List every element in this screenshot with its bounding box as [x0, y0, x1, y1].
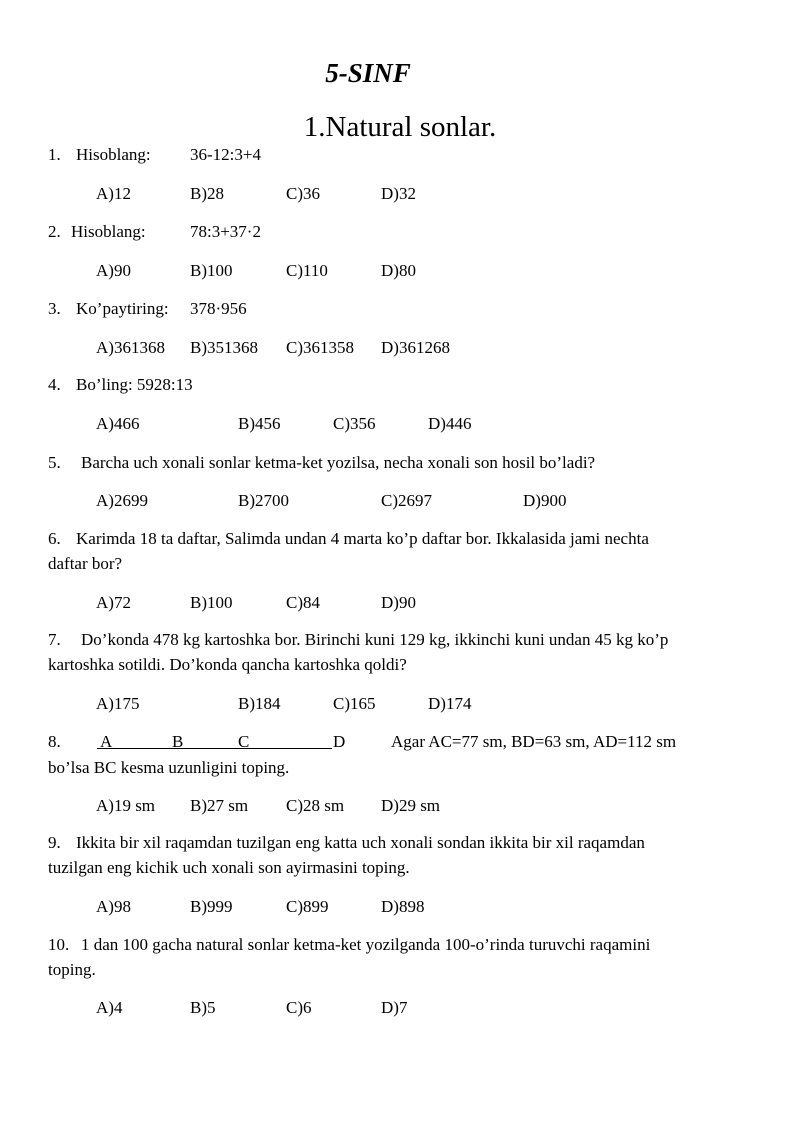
question-number: 4. — [48, 375, 61, 394]
option-c: C)899 — [286, 897, 329, 916]
option-d: D)898 — [381, 897, 425, 916]
question-text: Bo’ling: 5928:13 — [76, 375, 193, 394]
question-number: 10. — [48, 935, 70, 954]
option-a: A)466 — [96, 414, 140, 433]
option-a: A)12 — [96, 184, 131, 203]
option-d: D)29 sm — [381, 796, 441, 815]
page-grade-title: 5-SINF — [325, 58, 411, 88]
option-b: B)456 — [238, 414, 281, 433]
question-text: Hisoblang: — [76, 145, 151, 164]
question-text: Do’konda 478 kg kartoshka bor. Birinchi kuni 129 kg, ikkinchi kuni undan 45 kg ko’p — [81, 630, 669, 649]
option-d: D)174 — [428, 694, 472, 713]
option-a: A)19 sm — [96, 796, 156, 815]
page-topic-title: 1.Natural sonlar. — [303, 111, 497, 143]
question-text: Barcha uch xonali sonlar ketma-ket yozilsa, necha xonali son hosil bo’ladi? — [81, 453, 596, 472]
question-text-continued: bo’lsa BC kesma uzunligini toping. — [48, 758, 290, 777]
option-b: B)999 — [190, 897, 233, 916]
segment-line — [97, 748, 332, 749]
option-a: A)361368 — [96, 338, 165, 357]
option-d: D)900 — [523, 491, 567, 510]
question-expression: 36-12:3+4 — [190, 145, 261, 164]
option-c: C)28 sm — [286, 796, 345, 815]
option-b: B)5 — [190, 998, 216, 1017]
option-b: B)27 sm — [190, 796, 249, 815]
option-d: D)446 — [428, 414, 472, 433]
question-text: Karimda 18 ta daftar, Salimda undan 4 marta ko’p daftar bor. Ikkalasida jami nechta — [76, 529, 649, 548]
option-d: D)80 — [381, 261, 416, 280]
option-c: C)6 — [286, 998, 312, 1017]
question-number: 5. — [48, 453, 61, 472]
option-a: A)175 — [96, 694, 140, 713]
question-number: 7. — [48, 630, 61, 649]
question-number: 2. — [48, 222, 61, 241]
option-d: D)7 — [381, 998, 408, 1017]
option-d: D)32 — [381, 184, 416, 203]
option-c: C)110 — [286, 261, 328, 280]
option-b: B)2700 — [238, 491, 289, 510]
option-c: C)84 — [286, 593, 320, 612]
point-d-label: D — [333, 732, 346, 751]
question-number: 6. — [48, 529, 61, 548]
point-b-label: B — [172, 732, 184, 751]
option-b: B)351368 — [190, 338, 258, 357]
question-number: 1. — [48, 145, 61, 164]
question-text-continued: toping. — [48, 960, 96, 979]
question-number: 9. — [48, 833, 61, 852]
question-expression: 78:3+37·2 — [190, 222, 261, 241]
question-text: Hisoblang: — [71, 222, 146, 241]
option-c: C)36 — [286, 184, 320, 203]
question-text: Ikkita bir xil raqamdan tuzilgan eng katta uch xonali sondan ikkita bir xil raqamdan — [76, 833, 645, 852]
question-text: Agar AC=77 sm, BD=63 sm, AD=112 sm — [391, 732, 677, 751]
question-expression: 378·956 — [190, 299, 247, 318]
option-c: C)361358 — [286, 338, 354, 357]
point-c-label: C — [238, 732, 250, 751]
option-c: C)165 — [333, 694, 376, 713]
option-a: A)90 — [96, 261, 131, 280]
option-d: D)90 — [381, 593, 416, 612]
option-d: D)361268 — [381, 338, 450, 357]
option-a: A)98 — [96, 897, 131, 916]
question-number: 8. — [48, 732, 61, 751]
question-text: 1 dan 100 gacha natural sonlar ketma-ket yozilganda 100-o’rinda turuvchi raqamini — [81, 935, 651, 954]
point-a-label: A — [100, 732, 113, 751]
option-a: A)4 — [96, 998, 123, 1017]
option-c: C)356 — [333, 414, 376, 433]
option-b: B)100 — [190, 261, 233, 280]
question-text: Ko’paytiring: — [76, 299, 169, 318]
question-number: 3. — [48, 299, 61, 318]
option-a: A)2699 — [96, 491, 148, 510]
option-b: B)184 — [238, 694, 281, 713]
question-text-continued: tuzilgan eng kichik uch xonali son ayirmasini toping. — [48, 858, 410, 877]
option-b: B)100 — [190, 593, 233, 612]
question-text-continued: daftar bor? — [48, 554, 123, 573]
option-b: B)28 — [190, 184, 224, 203]
question-text-continued: kartoshka sotildi. Do’konda qancha kartoshka qoldi? — [48, 655, 407, 674]
option-a: A)72 — [96, 593, 131, 612]
option-c: C)2697 — [381, 491, 432, 510]
